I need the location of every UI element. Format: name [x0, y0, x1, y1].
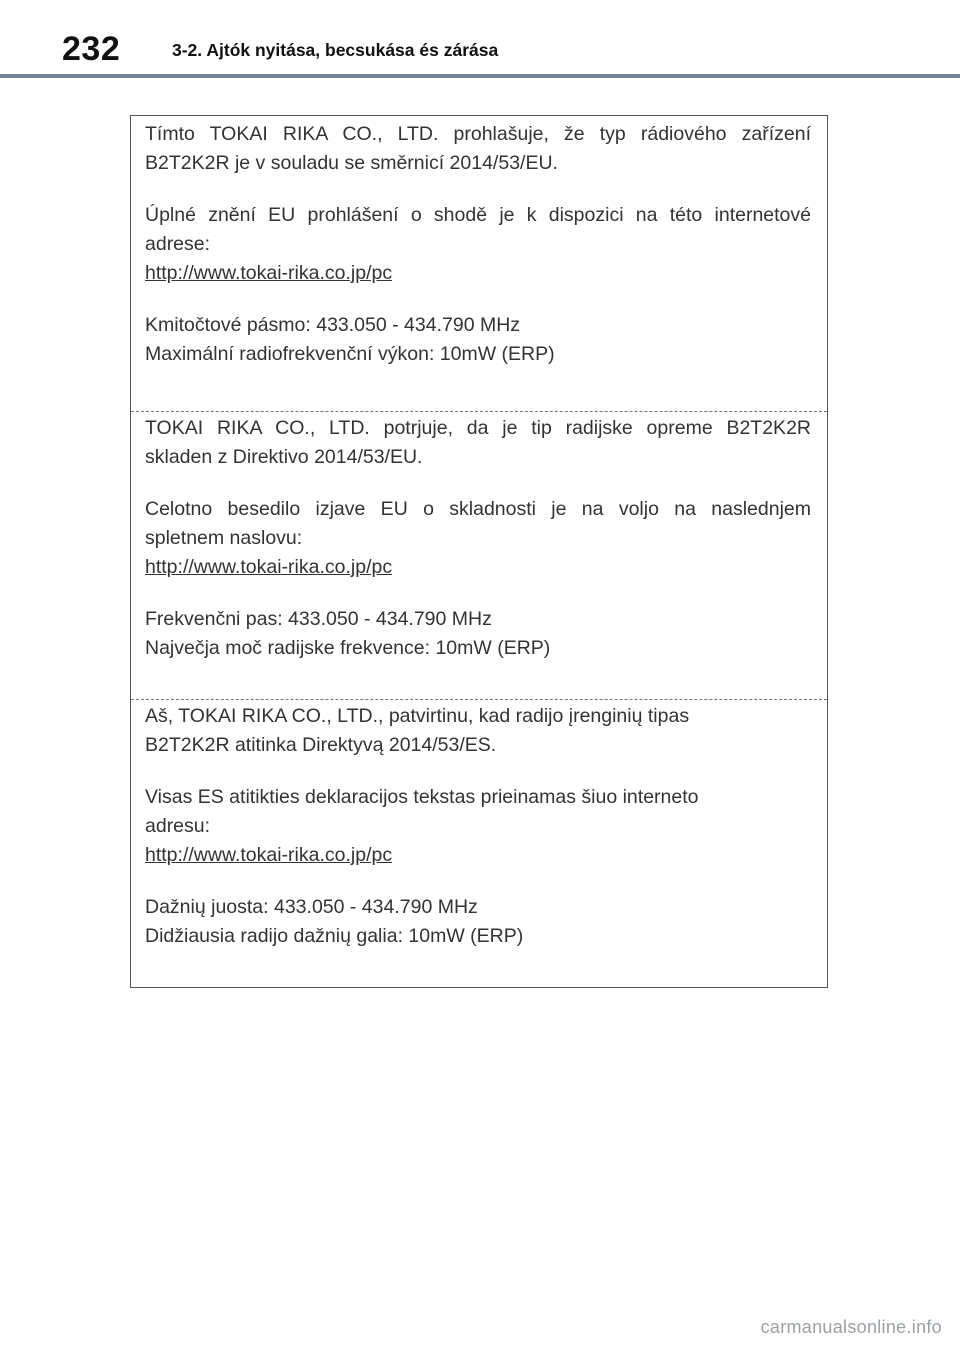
declaration-url-link[interactable]: http://www.tokai-rika.co.jp/pc	[145, 262, 393, 284]
availability-line-1: Celotno besedilo izjave EU o skladnosti je na voljo na naslednjem	[145, 498, 811, 520]
declaration-box	[130, 115, 828, 988]
declaration-panel-czech	[131, 118, 827, 412]
statement-line-1: TOKAI RIKA CO., LTD. potrjuje, da je tip radijske opreme B2T2K2R	[145, 417, 811, 439]
page-header	[0, 0, 960, 80]
max-power: Didžiausia radijo dažnių galia: 10mW (ERP)	[145, 925, 524, 947]
max-power: Maximální radiofrekvenční výkon: 10mW (ERP)	[145, 343, 555, 365]
availability-line-2: spletnem naslovu:	[145, 527, 303, 549]
availability-line-2: adresu:	[145, 815, 211, 837]
footer-watermark: carmanualsonline.info	[760, 1317, 942, 1337]
declaration-url-link[interactable]: http://www.tokai-rika.co.jp/pc	[145, 556, 393, 578]
statement-line-1: Tímto TOKAI RIKA CO., LTD. prohlašuje, že typ rádiového zařízení	[145, 123, 811, 145]
statement-line-1: Aš, TOKAI RIKA CO., LTD., patvirtinu, kad radijo įrenginių tipas	[145, 705, 690, 727]
frequency-band: Kmitočtové pásmo: 433.050 - 434.790 MHz	[145, 314, 521, 336]
max-power: Največja moč radijske frekvence: 10mW (ERP)	[145, 637, 551, 659]
frequency-band: Dažnių juosta: 433.050 - 434.790 MHz	[145, 896, 478, 918]
section-title: 3-2. Ajtók nyitása, becsukása és zárása	[172, 40, 499, 60]
availability-line-2: adrese:	[145, 233, 211, 255]
statement-line-2: skladen z Direktivo 2014/53/EU.	[145, 446, 423, 468]
declaration-url-link[interactable]: http://www.tokai-rika.co.jp/pc	[145, 844, 393, 866]
statement-line-2: B2T2K2R je v souladu se směrnicí 2014/53/EU.	[145, 152, 558, 174]
declaration-panel-slovenian	[131, 412, 827, 700]
frequency-band: Frekvenčni pas: 433.050 - 434.790 MHz	[145, 608, 492, 630]
header-rule	[0, 74, 960, 78]
availability-line-1: Visas ES atitikties deklaracijos tekstas prieinamas šiuo interneto	[145, 786, 699, 808]
statement-line-2: B2T2K2R atitinka Direktyvą 2014/53/ES.	[145, 734, 497, 756]
page-number: 232	[62, 30, 121, 68]
declaration-panel-lithuanian	[131, 700, 827, 986]
availability-line-1: Úplné znění EU prohlášení o shodě je k dispozici na této internetové	[145, 204, 811, 226]
